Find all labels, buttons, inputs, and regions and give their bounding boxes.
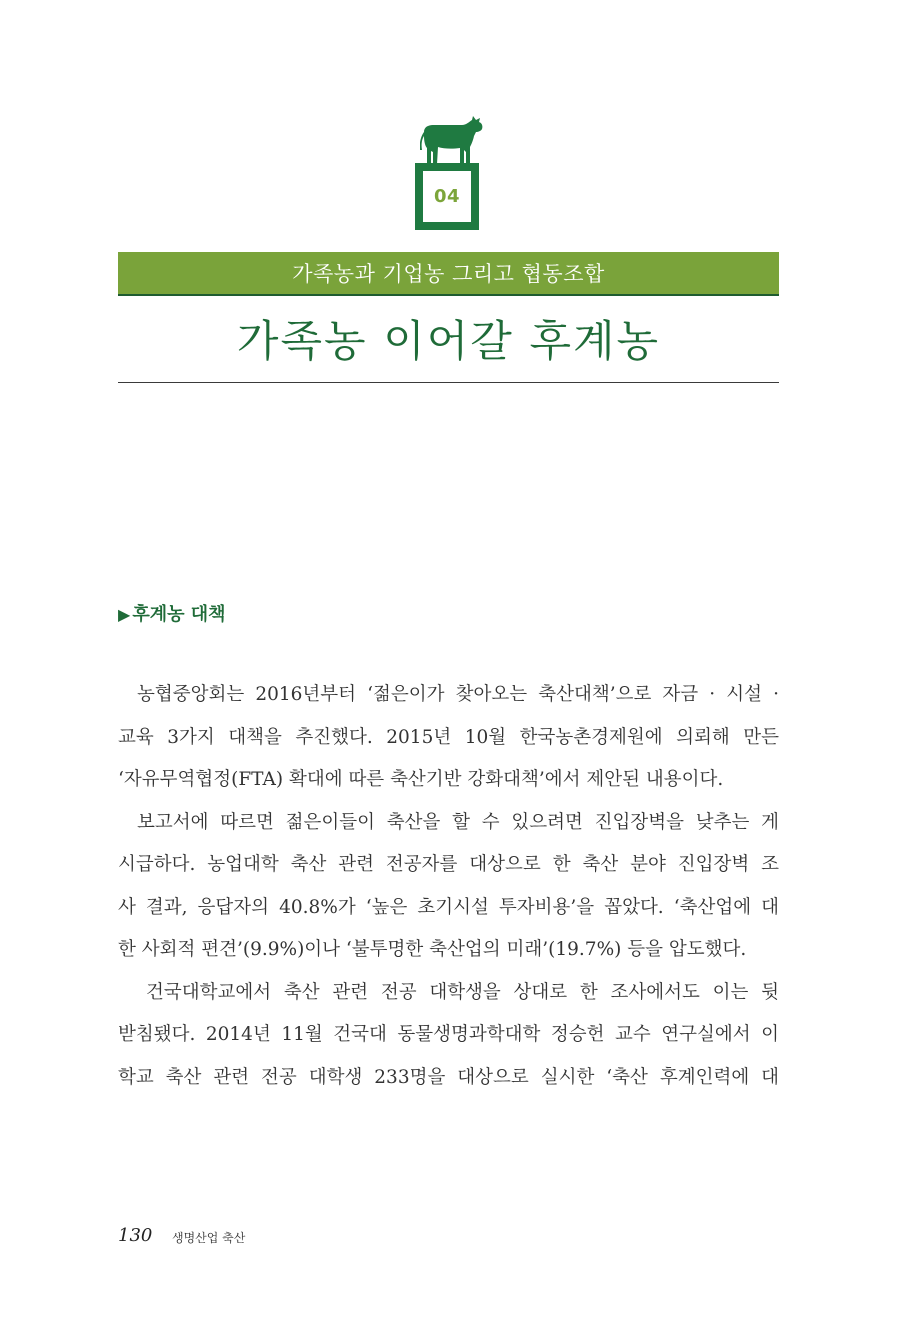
page-number: 130 bbox=[118, 1225, 153, 1246]
body-line: 사 결과, 응답자의 40.8%가 ‘높은 초기시설 투자비용’을 꼽았다. ‘축산업에 대 bbox=[118, 896, 779, 918]
chapter-number-box bbox=[415, 163, 479, 230]
body-line: 받침됐다. 2014년 11월 건국대 동물생명과학대학 정승헌 교수 연구실에서 이 bbox=[118, 1024, 779, 1045]
book-title: 생명산업 축산 bbox=[172, 1231, 246, 1245]
chapter-number-inner bbox=[423, 171, 471, 222]
cow-icon bbox=[420, 114, 486, 166]
body-line: 건국대학교에서 축산 관련 전공 대학생을 상대로 한 조사에서도 이는 뒷 bbox=[146, 981, 779, 1003]
body-line: 학교 축산 관련 전공 대학생 233명을 대상으로 실시한 ‘축산 후계인력에 대 bbox=[118, 1066, 779, 1088]
body-line: 교육 3가지 대책을 추진했다. 2015년 10월 한국농촌경제원에 의뢰해 만든 bbox=[118, 726, 779, 748]
page-title: 가족농 이어갈 후계농 bbox=[236, 317, 661, 367]
body-line: 보고서에 따르면 젊은이들이 축산을 할 수 있으려면 진입장벽을 낮추는 게 bbox=[137, 811, 779, 833]
title-divider bbox=[118, 382, 779, 383]
body-line: 시급하다. 농업대학 축산 관련 전공자를 대상으로 한 축산 분야 진입장벽 조 bbox=[118, 854, 779, 875]
category-label: 가족농과 기업농 그리고 협동조합 bbox=[292, 262, 605, 286]
chapter-number: 04 bbox=[433, 186, 461, 207]
section-heading-text: 후계농 대책 bbox=[132, 604, 226, 625]
body-line: 농협중앙회는 2016년부터 ‘젊은이가 찾아오는 축산대책’으로 자금 · 시설 · bbox=[137, 684, 779, 705]
body-line: 한 사회적 편견’(9.9%)이나 ‘불투명한 축산업의 미래’(19.7%) 등을 압도했다. bbox=[118, 939, 747, 960]
section-heading bbox=[118, 600, 226, 626]
category-band-underline bbox=[118, 294, 779, 296]
body-text bbox=[118, 674, 779, 1099]
triangle-bullet-icon: ▶ bbox=[118, 605, 131, 624]
category-band bbox=[118, 252, 779, 294]
body-line: ‘자유무역협정(FTA) 확대에 따른 축산기반 강화대책’에서 제안된 내용이다. bbox=[118, 769, 724, 790]
